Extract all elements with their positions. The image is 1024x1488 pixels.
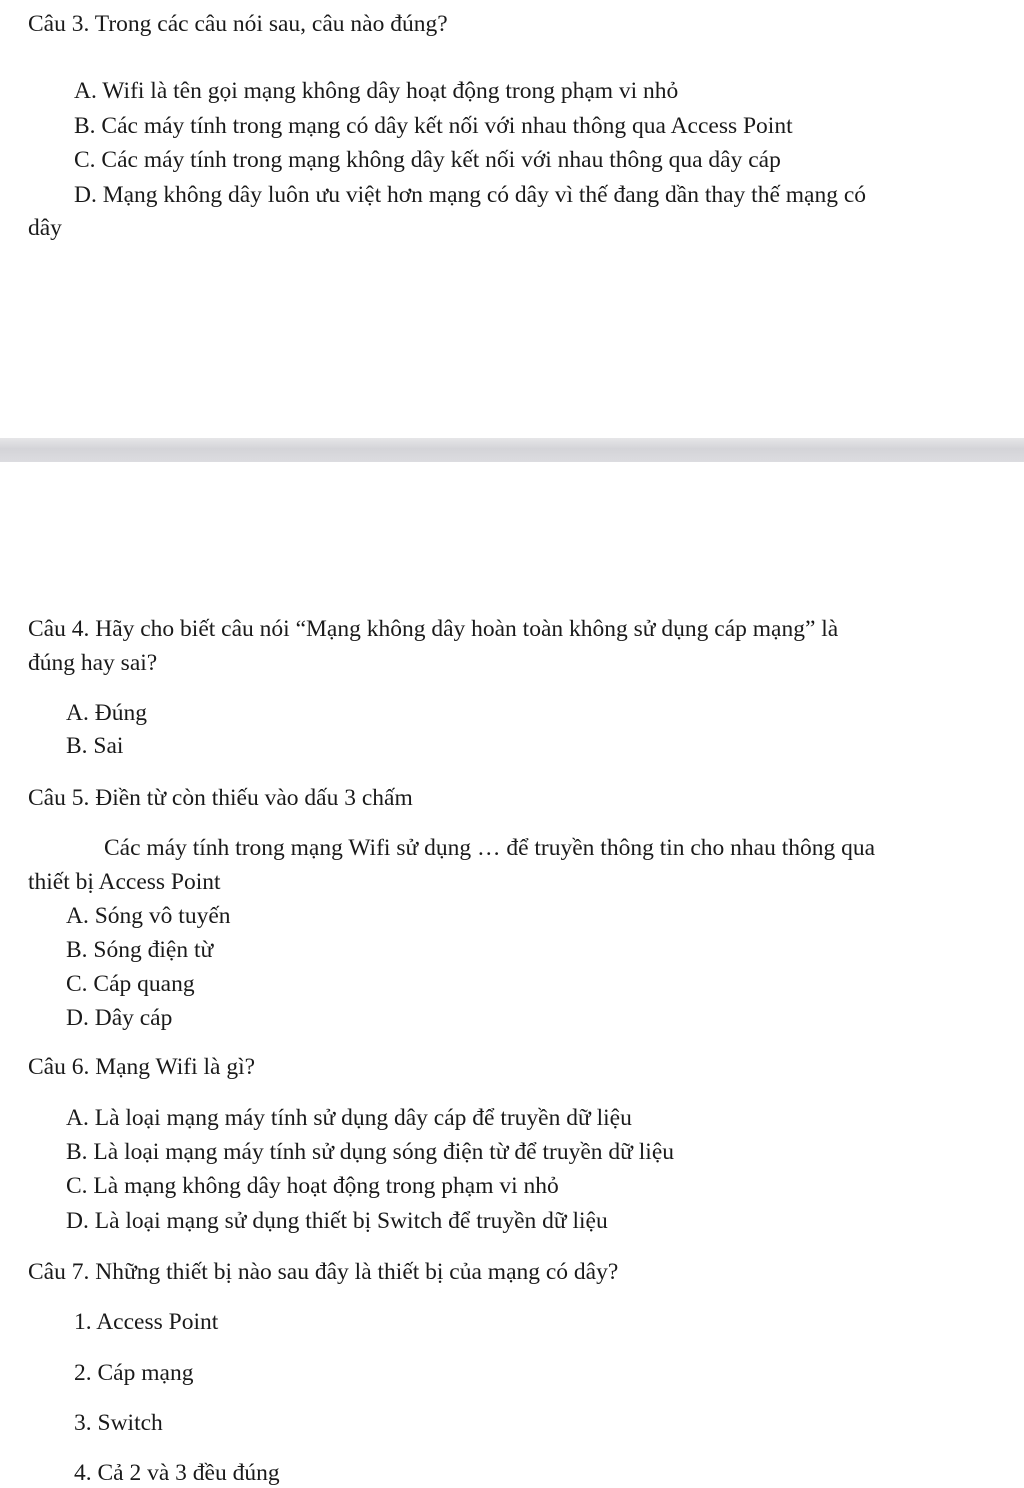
question-5-option-a: A. Sóng vô tuyến: [66, 903, 231, 929]
question-7-text: Câu 7. Những thiết bị nào sau đây là thiết bị của mạng có dây?: [28, 1259, 619, 1285]
question-6-option-b: B. Là loại mạng máy tính sử dụng sóng điện từ để truyền dữ liệu: [66, 1139, 674, 1165]
question-5-prompt-line-1: Các máy tính trong mạng Wifi sử dụng … để truyền thông tin cho nhau thông qua: [104, 835, 876, 861]
question-5-option-c: C. Cáp quang: [66, 971, 195, 997]
question-7-option-3: 3. Switch: [74, 1410, 163, 1436]
question-3-text: Câu 3. Trong các câu nói sau, câu nào đúng?: [28, 11, 448, 37]
question-6-text: Câu 6. Mạng Wifi là gì?: [28, 1054, 256, 1080]
document-page-bottom: [0, 462, 1024, 1486]
question-5-option-b: B. Sóng điện từ: [66, 937, 214, 963]
question-3-option-c: C. Các máy tính trong mạng không dây kết nối với nhau thông qua dây cáp: [74, 147, 781, 173]
question-7-option-2: 2. Cáp mạng: [74, 1360, 194, 1386]
question-5-option-d: D. Dây cáp: [66, 1005, 173, 1031]
question-3-option-a: A. Wifi là tên gọi mạng không dây hoạt động trong phạm vi nhỏ: [74, 78, 679, 104]
question-4-option-a: A. Đúng: [66, 700, 147, 726]
question-3-option-d-continuation: dây: [28, 215, 62, 241]
question-5-text: Câu 5. Điền từ còn thiếu vào dấu 3 chấm: [28, 785, 413, 811]
question-7-option-1: 1. Access Point: [74, 1309, 219, 1335]
question-4-text-line-1: Câu 4. Hãy cho biết câu nói “Mạng không dây hoàn toàn không sử dụng cáp mạng” là: [28, 616, 839, 642]
question-7-option-4: 4. Cả 2 và 3 đều đúng: [74, 1460, 280, 1486]
question-4-option-b: B. Sai: [66, 733, 124, 759]
question-4-text-line-2: đúng hay sai?: [28, 650, 158, 676]
question-5-prompt-line-2: thiết bị Access Point: [28, 869, 221, 895]
question-6-option-a: A. Là loại mạng máy tính sử dụng dây cáp để truyền dữ liệu: [66, 1105, 632, 1131]
question-6-option-c: C. Là mạng không dây hoạt động trong phạm vi nhỏ: [66, 1173, 559, 1199]
question-3-option-b: B. Các máy tính trong mạng có dây kết nối với nhau thông qua Access Point: [74, 113, 793, 139]
question-6-option-d: D. Là loại mạng sử dụng thiết bị Switch để truyền dữ liệu: [66, 1208, 608, 1234]
document-page-top: [0, 0, 1024, 438]
question-3-option-d: D. Mạng không dây luôn ưu việt hơn mạng có dây vì thế đang dần thay thế mạng có: [74, 182, 867, 208]
page-separator: [0, 438, 1024, 462]
